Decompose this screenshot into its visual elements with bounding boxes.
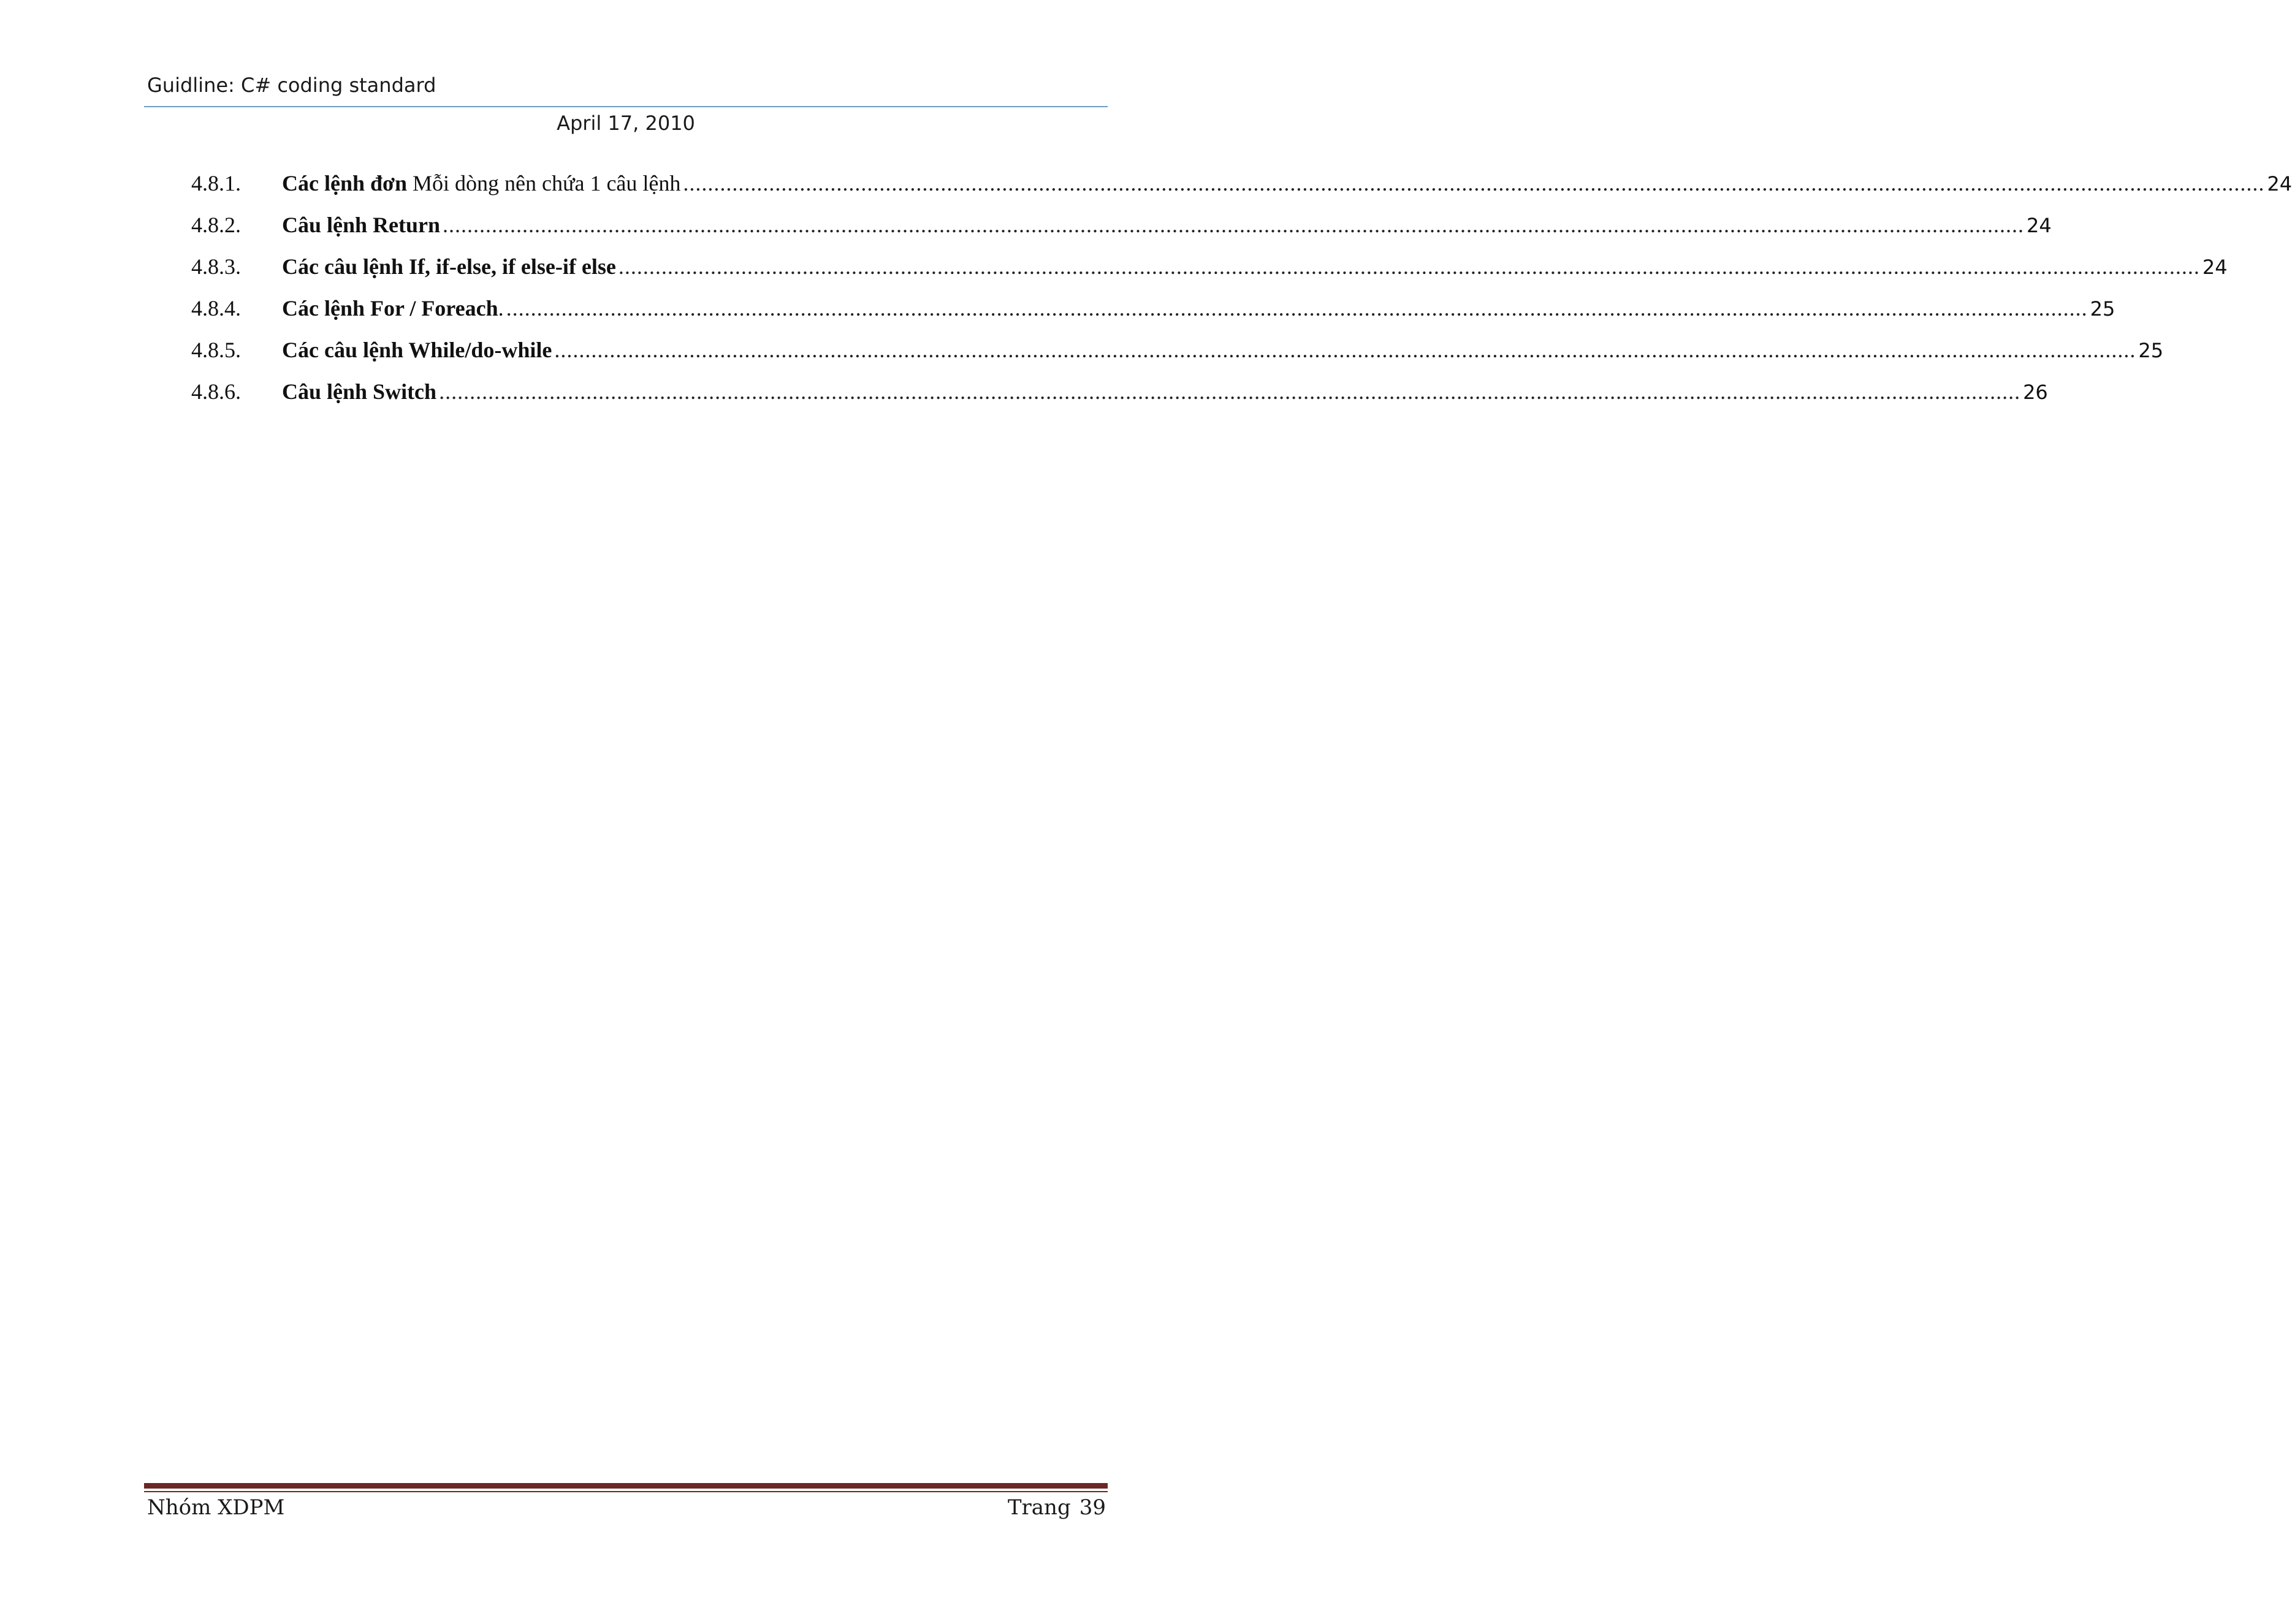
header-title: Guidline: C# coding standard [147,74,436,97]
toc-entry-number: 4.8.1. [191,171,241,195]
toc-entry[interactable] [191,169,2292,210]
toc-entry[interactable] [191,377,2048,419]
toc-entry-number: 4.8.3. [191,254,241,279]
toc-entry-page: 24 [2027,214,2052,237]
toc-entry[interactable] [191,210,2052,252]
toc-entry-title-bold: Các câu lệnh If, if-else, if else-if else [282,254,616,279]
toc-entry-title-rest: . [498,296,504,321]
toc-entry-title-rest: Mỗi dòng nên chứa 1 câu lệnh [406,171,681,195]
toc-entry-title-bold: Các câu lệnh While/do-while [282,338,552,362]
toc-entry-number: 4.8.6. [191,379,241,404]
footer-page-number: 39 [1079,1495,1106,1520]
toc-entry-title-bold: Các lệnh For / Foreach [282,296,498,321]
toc-entry-title [282,335,552,365]
toc-dot-leader: .................................................................................................................................................................................................................................................................. [554,338,2136,362]
toc-entry-page: 24 [2267,172,2292,195]
toc-dot-leader: .................................................................................................................................................................................................................................................................. [506,296,2088,321]
toc-entry-title [282,210,440,240]
toc-entry-page: 25 [2090,297,2115,321]
toc-entry-title-bold: Câu lệnh Return [282,213,441,237]
toc-entry-number: 4.8.5. [191,338,241,362]
header-rule [144,106,1108,107]
header-date: April 17, 2010 [557,112,695,135]
toc-entry-number: 4.8.2. [191,213,241,237]
toc-entry[interactable] [191,294,2115,335]
toc-dot-leader: .................................................................................................................................................................................................................................................................. [683,171,2265,195]
toc-entry-page: 24 [2202,256,2228,279]
toc-entry[interactable] [191,252,2228,294]
footer-page-indicator [1008,1495,1106,1520]
toc-entry-page: 25 [2138,339,2164,362]
toc-entry-title-bold: Các lệnh đơn [282,171,407,195]
toc-entry-page: 26 [2023,381,2048,404]
toc-entry-title-bold: Câu lệnh Switch [282,379,437,404]
toc-dot-leader: .................................................................................................................................................................................................................................................................. [618,254,2200,279]
toc-entry[interactable] [191,335,2164,377]
toc-entry-number: 4.8.4. [191,296,241,321]
toc-entry-title [282,294,504,323]
toc-entry-title [282,169,680,198]
toc-entry-title [282,377,436,406]
table-of-contents [191,169,2292,419]
toc-dot-leader: .................................................................................................................................................................................................................................................................. [443,213,2025,237]
footer-page-label: Trang [1007,1495,1071,1520]
toc-entry-title [282,252,616,281]
footer-rule-thin [144,1491,1108,1492]
footer-rule-thick [144,1483,1108,1489]
footer-group-name: Nhóm XDPM [147,1495,285,1520]
toc-dot-leader: .................................................................................................................................................................................................................................................................. [439,379,2021,404]
